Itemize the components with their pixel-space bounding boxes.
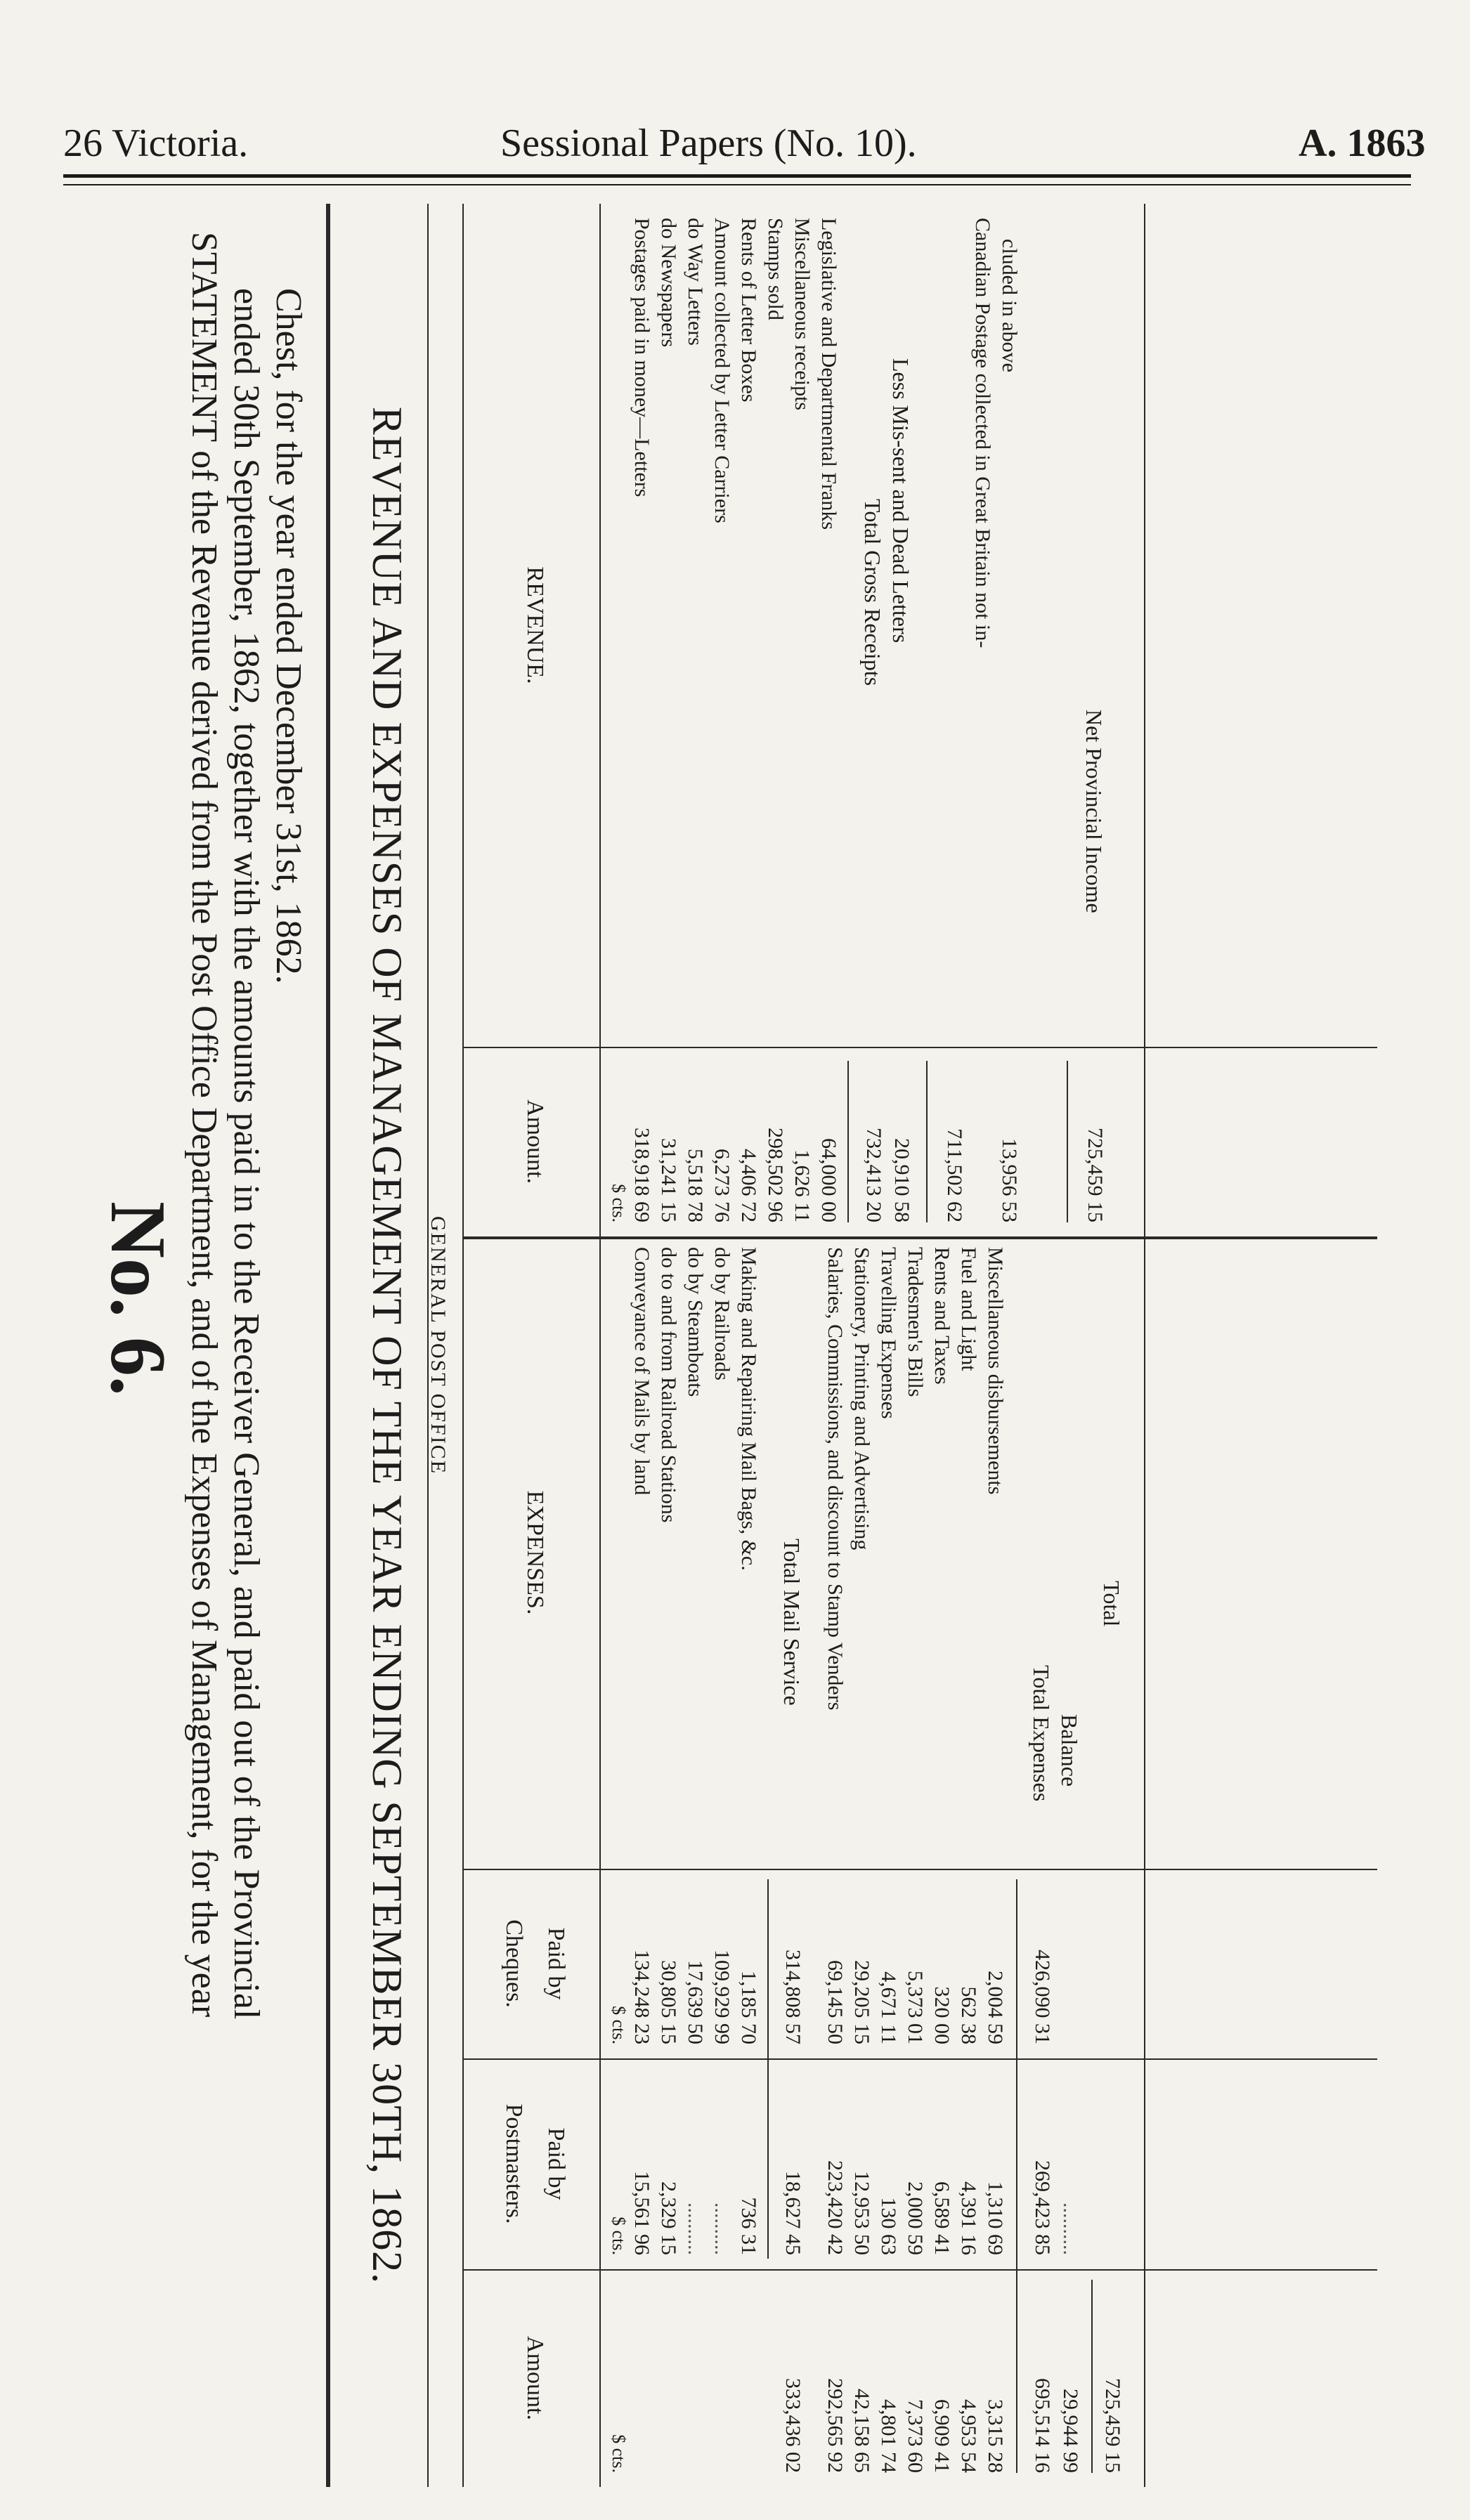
header-rule-thick — [63, 174, 1411, 178]
revenue-row-amount: 6,273 76 — [710, 1149, 734, 1222]
expenses-total-amount: 725,459 15 — [1101, 2378, 1124, 2473]
postmasters-header-line-1: Paid by — [543, 2127, 569, 2200]
total-expenses-label: Total Expenses — [1029, 1665, 1054, 1802]
expense-amount-unit-header: $ cts. — [609, 2434, 629, 2473]
expense-row-cheques: 5,373 01 — [904, 1971, 927, 2044]
expense-row-cheques: 29,205 15 — [850, 1960, 873, 2044]
expense-row-postmasters-blank: .......... — [710, 2202, 734, 2255]
header-rule-thin — [63, 184, 1411, 185]
revenue-expense-separator — [464, 1236, 1377, 1239]
expense-row-label: Tradesmen's Bills — [904, 1247, 927, 1397]
revenue-row-amount: 1,626 11 — [791, 1149, 814, 1222]
expenses-subtotal-rule — [1016, 1879, 1017, 2473]
expense-row-postmasters: 2,000 59 — [904, 2181, 927, 2255]
revenue-amount-separator — [464, 1047, 1377, 1048]
document-number: No. 6. — [94, 1201, 181, 1396]
balance-label: Balance — [1057, 1714, 1082, 1787]
rotated-document-body — [63, 204, 1377, 2487]
expense-row-label: do to and from Railroad Stations — [657, 1247, 680, 1523]
revenue-row-label: Postages paid in money—Letters — [630, 218, 653, 497]
total-gross-amount: 732,413 20 — [862, 1128, 885, 1222]
canadian-postage-label: Canadian Postage collected in Great Britain not in- — [971, 218, 994, 648]
revenue-row-label: Rents of Letter Boxes — [737, 218, 760, 403]
expense-row-label: Stationery, Printing and Advertising — [850, 1247, 873, 1550]
total-mail-cheques: 314,808 57 — [781, 1950, 805, 2044]
statement-line-2: ended 30th September, 1862, together with the amounts paid in to the Receiver General, and paid out of the Provincial — [226, 288, 266, 2020]
expense-row-label: Fuel and Light — [957, 1247, 980, 1371]
expense-row-postmasters: 6,589 41 — [930, 2181, 954, 2255]
expense-row-postmasters: 130 63 — [877, 2197, 900, 2255]
revenue-row-label: Legislative and Departmental Franks — [817, 218, 840, 530]
total-gross-label: Total Gross Receipts — [860, 499, 885, 686]
balance-postmasters-blank: .......... — [1059, 2202, 1082, 2255]
expenses-total-label: Total — [1099, 1581, 1124, 1627]
cheques-unit-header: $ cts. — [609, 2006, 629, 2044]
net-income-label: Net Provincial Income — [1081, 710, 1107, 913]
expense-row-postmasters: 15,561 96 — [630, 2171, 653, 2255]
revenue-row-amount: 31,241 15 — [657, 1138, 680, 1222]
expenses-column-header: EXPENSES. — [522, 1490, 548, 1615]
revenue-subtotal-rule — [847, 1061, 849, 1222]
revenue-row-label: Miscellaneous receipts — [791, 218, 814, 411]
expense-row-cheques: 4,671 11 — [877, 1971, 900, 2044]
canadian-postage-amount: 13,956 53 — [998, 1138, 1021, 1222]
total-expenses-amount: 695,514 16 — [1031, 2378, 1054, 2473]
revenue-row-amount: 318,918 69 — [630, 1128, 653, 1222]
revenue-row-label: do Way Letters — [684, 218, 707, 346]
net-subtotal-amount: 711,502 62 — [943, 1128, 966, 1222]
expense-row-cheques: 2,004 59 — [984, 1971, 1007, 2044]
revenue-net-rule — [926, 1061, 928, 1222]
expense-row-label: Miscellaneous disbursements — [984, 1247, 1007, 1495]
expense-row-label: do by Railroads — [710, 1247, 734, 1380]
cheques-header-line-1: Paid by — [543, 1927, 569, 2000]
expense-row-amount: 292,565 92 — [824, 2378, 847, 2473]
total-mail-amount: 333,436 02 — [781, 2378, 805, 2473]
expense-row-label: Conveyance of Mails by land — [630, 1247, 653, 1496]
revenue-row-amount: 4,406 72 — [737, 1149, 760, 1222]
revenue-row-amount: 5,518 78 — [684, 1149, 707, 1222]
running-header-center: Sessional Papers (No. 10). — [500, 122, 917, 165]
expense-row-amount: 4,801 74 — [877, 2399, 900, 2473]
expense-row-label: Travelling Expenses — [877, 1247, 900, 1419]
expenses-final-rule — [1091, 2280, 1093, 2473]
total-mail-postmasters: 18,627 45 — [781, 2171, 805, 2255]
revenue-row-amount: 298,502 96 — [764, 1128, 787, 1222]
expense-row-cheques: 30,805 15 — [657, 1960, 680, 2044]
revenue-amount-header: Amount. — [522, 1099, 548, 1184]
revenue-unit-header: $ cts. — [609, 1184, 629, 1222]
expense-row-cheques: 562 38 — [957, 1986, 980, 2044]
expense-row-amount: 3,315 28 — [984, 2399, 1007, 2473]
table-bottom-rule — [1144, 204, 1145, 2487]
mail-subtotal-rule — [767, 1879, 769, 2259]
postmasters-unit-header: $ cts. — [609, 2217, 629, 2255]
expense-row-amount: 6,909 41 — [930, 2399, 954, 2473]
expense-row-postmasters: 12,953 50 — [850, 2171, 873, 2255]
subtitle-rule — [462, 204, 464, 2487]
statement-line-1: STATEMENT of the Revenue derived from the Post Office Department, and of the Expenses of Management, for the year — [184, 232, 224, 2018]
total-expenses-cheques: 426,090 31 — [1031, 1950, 1054, 2044]
postmasters-header-line-2: Postmasters. — [501, 2103, 527, 2224]
expense-row-amount: 42,158 65 — [850, 2389, 873, 2473]
expense-row-label: Making and Repairing Mail Bags, &c. — [737, 1247, 760, 1571]
revenue-column-header: REVENUE. — [522, 566, 548, 684]
column-header-rule — [599, 204, 601, 2487]
expense-row-postmasters: 1,310 69 — [984, 2181, 1007, 2255]
table-subtitle: GENERAL POST OFFICE — [427, 1215, 450, 1475]
canadian-postage-label-cont: cluded in above — [998, 239, 1021, 372]
table-top-rule — [326, 204, 330, 2487]
expense-row-postmasters-blank: .......... — [684, 2202, 707, 2255]
less-missent-amount: 20,910 58 — [890, 1138, 913, 1222]
net-income-amount: 725,459 15 — [1084, 1128, 1107, 1222]
cheques-header-line-2: Cheques. — [501, 1919, 527, 2008]
expense-row-cheques: 134,248 23 — [630, 1950, 653, 2044]
expense-row-cheques: 109,929 99 — [710, 1950, 734, 2044]
less-missent-label: Less Mis-sent and Dead Letters — [888, 358, 913, 644]
expense-row-label: do by Steamboats — [684, 1247, 707, 1397]
expense-amount-header: Amount. — [522, 2336, 548, 2420]
expense-row-cheques: 69,145 50 — [824, 1960, 847, 2044]
expense-row-postmasters: 4,391 16 — [957, 2181, 980, 2255]
statement-line-3: Chest, for the year ended December 31st, 1862. — [268, 288, 308, 984]
total-mail-label: Total Mail Service — [779, 1539, 805, 1706]
revenue-row-label: do Newspapers — [657, 218, 680, 348]
expense-row-cheques: 320 00 — [930, 1986, 954, 2044]
expense-row-amount: 4,953 54 — [957, 2399, 980, 2473]
expense-row-cheques: 1,185 70 — [737, 1971, 760, 2044]
revenue-row-label: Amount collected by Letter Carriers — [710, 218, 734, 523]
running-header-right: A. 1863 — [1299, 122, 1426, 165]
revenue-row-amount: 64,000 00 — [817, 1138, 840, 1222]
running-header-left: 26 Victoria. — [63, 122, 249, 165]
balance-amount: 29,944 99 — [1059, 2389, 1082, 2473]
table-title: REVENUE AND EXPENSES OF MANAGEMENT OF THE YEAR ENDING SEPTEMBER 30TH, 1862. — [364, 406, 410, 2285]
expense-row-postmasters: 223,420 42 — [824, 2160, 847, 2255]
total-expenses-postmasters: 269,423 85 — [1031, 2160, 1054, 2255]
expense-row-cheques: 17,639 50 — [684, 1960, 707, 2044]
expense-row-postmasters: 2,329 15 — [657, 2181, 680, 2255]
revenue-row-label: Stamps sold — [764, 218, 787, 320]
expense-row-postmasters: 736 31 — [737, 2197, 760, 2255]
revenue-final-rule — [1067, 1061, 1068, 1222]
expense-row-label: Salaries, Commissions, and discount to Stamp Venders — [824, 1247, 847, 1711]
expense-row-amount: 7,373 60 — [904, 2399, 927, 2473]
expense-row-label: Rents and Taxes — [930, 1247, 954, 1385]
